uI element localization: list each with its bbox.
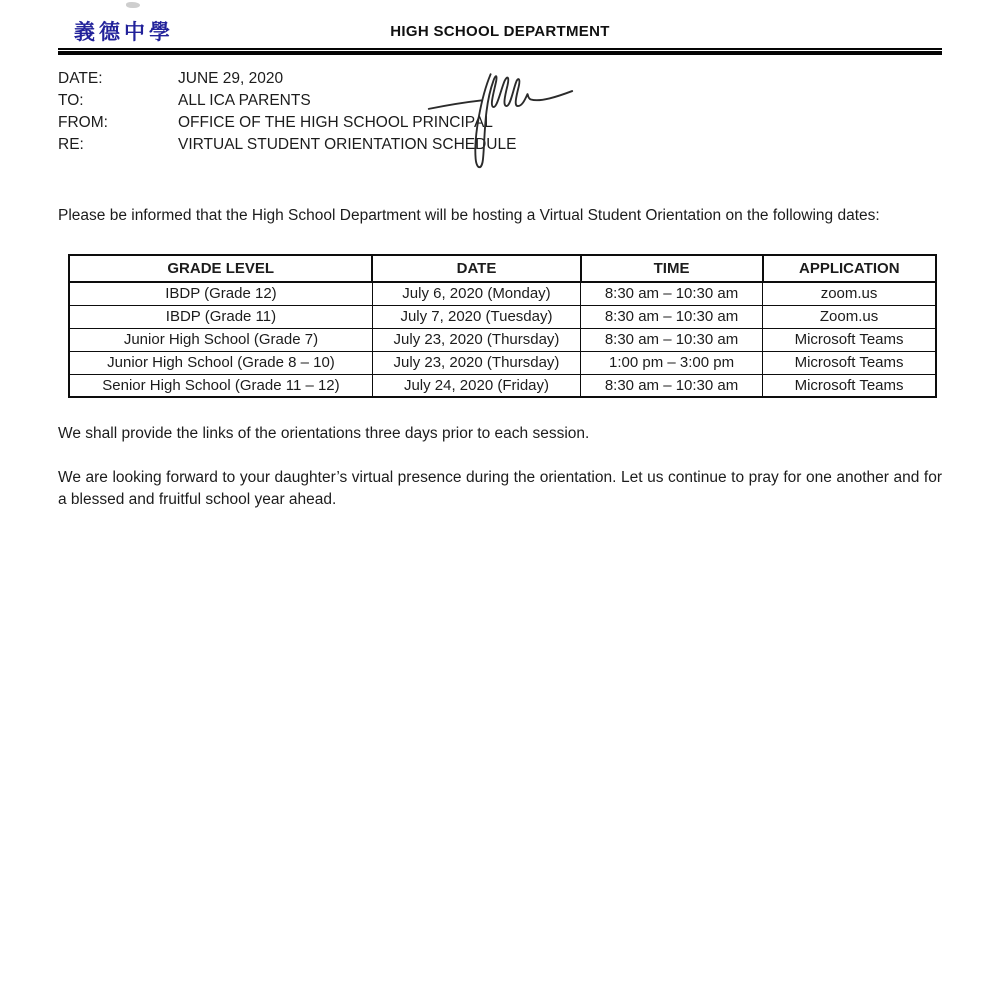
table-row: [69, 328, 936, 351]
memo-row-to: [58, 90, 942, 112]
cell-time: 1:00 pm – 3:00 pm: [581, 351, 763, 374]
memo-row-date: [58, 68, 942, 90]
cell-grade: Junior High School (Grade 7): [69, 328, 372, 351]
memo-label-from: FROM:: [58, 114, 108, 131]
closing-paragraph: We are looking forward to your daughter’s virtual presence during the orientation. Let us continue to pray for one another and for a blessed and fruitful school year ahead.: [58, 469, 942, 508]
cell-time: 8:30 am – 10:30 am: [581, 282, 763, 305]
cell-grade: IBDP (Grade 12): [69, 282, 372, 305]
cell-app: zoom.us: [763, 282, 936, 305]
links-note-paragraph: We shall provide the links of the orientations three days prior to each session.: [58, 425, 590, 442]
memo-value-to: ALL ICA PARENTS: [178, 92, 311, 109]
orientation-schedule-table: [68, 254, 937, 398]
cell-grade: Junior High School (Grade 8 – 10): [69, 351, 372, 374]
memo-row-from: [58, 112, 942, 134]
memo-fields: [58, 68, 942, 156]
cell-date: July 23, 2020 (Thursday): [372, 328, 580, 351]
cell-app: Microsoft Teams: [763, 351, 936, 374]
cell-grade: IBDP (Grade 11): [69, 305, 372, 328]
cell-date: July 24, 2020 (Friday): [372, 374, 580, 397]
department-title: HIGH SCHOOL DEPARTMENT: [390, 23, 610, 40]
cell-date: July 23, 2020 (Thursday): [372, 351, 580, 374]
header-divider-line: [58, 48, 942, 50]
header-divider-bar: [58, 51, 942, 55]
intro-paragraph: Please be informed that the High School Department will be hosting a Virtual Student Orientation on the following dates:: [58, 207, 880, 224]
cell-app: Microsoft Teams: [763, 328, 936, 351]
memo-label-to: TO:: [58, 92, 84, 109]
school-logo-text: 義德中學: [74, 19, 174, 44]
header-date: DATE: [372, 255, 580, 282]
header-grade-level: GRADE LEVEL: [69, 255, 372, 282]
memo-value-from: OFFICE OF THE HIGH SCHOOL PRINCIPAL: [178, 114, 493, 131]
table-row: [69, 374, 936, 397]
cell-app: Zoom.us: [763, 305, 936, 328]
cell-time: 8:30 am – 10:30 am: [581, 374, 763, 397]
document-header: [58, 12, 942, 46]
scan-artifact: [126, 2, 140, 8]
memo-value-date: JUNE 29, 2020: [178, 70, 284, 87]
cell-time: 8:30 am – 10:30 am: [581, 328, 763, 351]
memo-value-re: VIRTUAL STUDENT ORIENTATION SCHEDULE: [178, 136, 517, 153]
memo-label-re: RE:: [58, 136, 84, 153]
header-time: TIME: [581, 255, 763, 282]
table-row: [69, 351, 936, 374]
header-application: APPLICATION: [763, 255, 936, 282]
memo-row-re: [58, 134, 942, 156]
cell-grade: Senior High School (Grade 11 – 12): [69, 374, 372, 397]
cell-date: July 7, 2020 (Tuesday): [372, 305, 580, 328]
cell-time: 8:30 am – 10:30 am: [581, 305, 763, 328]
cell-app: Microsoft Teams: [763, 374, 936, 397]
cell-date: July 6, 2020 (Monday): [372, 282, 580, 305]
table-row: [69, 305, 936, 328]
memo-label-date: DATE:: [58, 70, 103, 87]
table-header-row: [69, 255, 936, 282]
table-row: [69, 282, 936, 305]
